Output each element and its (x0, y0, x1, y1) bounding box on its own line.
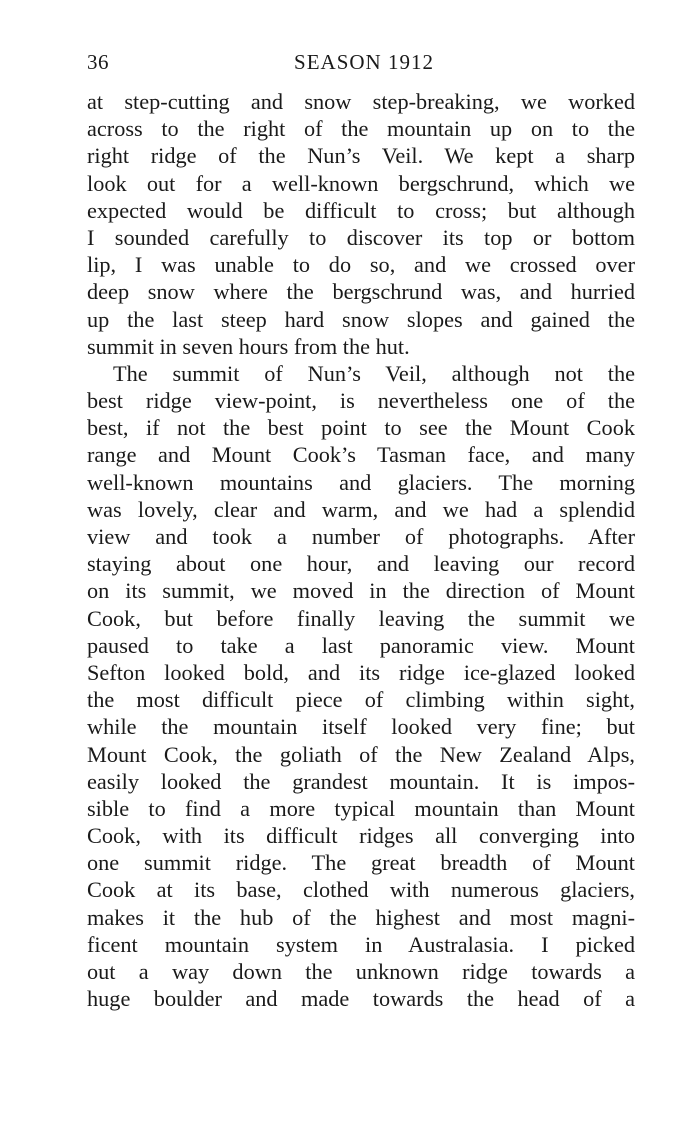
running-head: SEASON 1912 (294, 50, 434, 74)
text-line: summit in seven hours from the hut. (87, 333, 410, 359)
text-line: best ridge view-point, is nevertheless one of the (87, 388, 635, 414)
text-line: out a way down the unknown ridge towards a (87, 959, 635, 984)
text-line: expected would be difficult to cross; but although (87, 197, 635, 223)
text-line: the most difficult piece of climbing within sight, (87, 687, 635, 713)
text-line: Cook, but before finally leaving the summit we (87, 605, 635, 631)
book-page (87, 40, 635, 1012)
body-text (87, 88, 635, 1012)
text-line: was lovely, clear and warm, and we had a splendid (87, 496, 635, 522)
text-line: right ridge of the Nun’s Veil. We kept a sharp (87, 143, 635, 169)
page-header (87, 40, 635, 80)
text-line: paused to take a last panoramic view. Mount (87, 632, 635, 658)
text-line: sible to find a more typical mountain than Mount (87, 795, 635, 821)
text-line: Cook at its base, clothed with numerous glaciers, (87, 877, 635, 903)
text-line: while the mountain itself looked very fine; but (87, 714, 635, 740)
text-line: lip, I was unable to do so, and we crossed over (87, 252, 635, 278)
text-line: I sounded carefully to discover its top or bottom (87, 224, 635, 250)
text-line: staying about one hour, and leaving our record (87, 551, 635, 577)
text-line: range and Mount Cook’s Tasman face, and many (87, 442, 635, 468)
text-line: at step-cutting and snow step-breaking, we worked (87, 89, 635, 114)
text-line: look out for a well-known bergschrund, which we (87, 170, 635, 196)
text-line: The summit of Nun’s Veil, although not the (113, 360, 635, 386)
page-number: 36 (87, 50, 109, 74)
text-line: well-known mountains and glaciers. The morning (87, 469, 635, 495)
text-line: deep snow where the bergschrund was, and hurried (87, 279, 635, 305)
text-line: Mount Cook, the goliath of the New Zealand Alps, (87, 741, 635, 767)
text-line: ficent mountain system in Australasia. I picked (87, 931, 635, 957)
text-line: across to the right of the mountain up on to the (87, 116, 635, 142)
text-line: view and took a number of photographs. After (87, 524, 635, 549)
text-line: Sefton looked bold, and its ridge ice-glazed looked (87, 659, 635, 685)
text-line: makes it the hub of the highest and most magni- (87, 904, 635, 930)
text-line: easily looked the grandest mountain. It is impos- (87, 768, 635, 794)
text-line: best, if not the best point to see the Mount Cook (87, 415, 635, 441)
text-line: one summit ridge. The great breadth of Mount (87, 850, 635, 876)
text-line: on its summit, we moved in the direction of Mount (87, 578, 635, 604)
text-line: Cook, with its difficult ridges all converging into (87, 823, 635, 849)
text-line: up the last steep hard snow slopes and gained the (87, 306, 635, 332)
text-line: huge boulder and made towards the head of a (87, 986, 635, 1012)
